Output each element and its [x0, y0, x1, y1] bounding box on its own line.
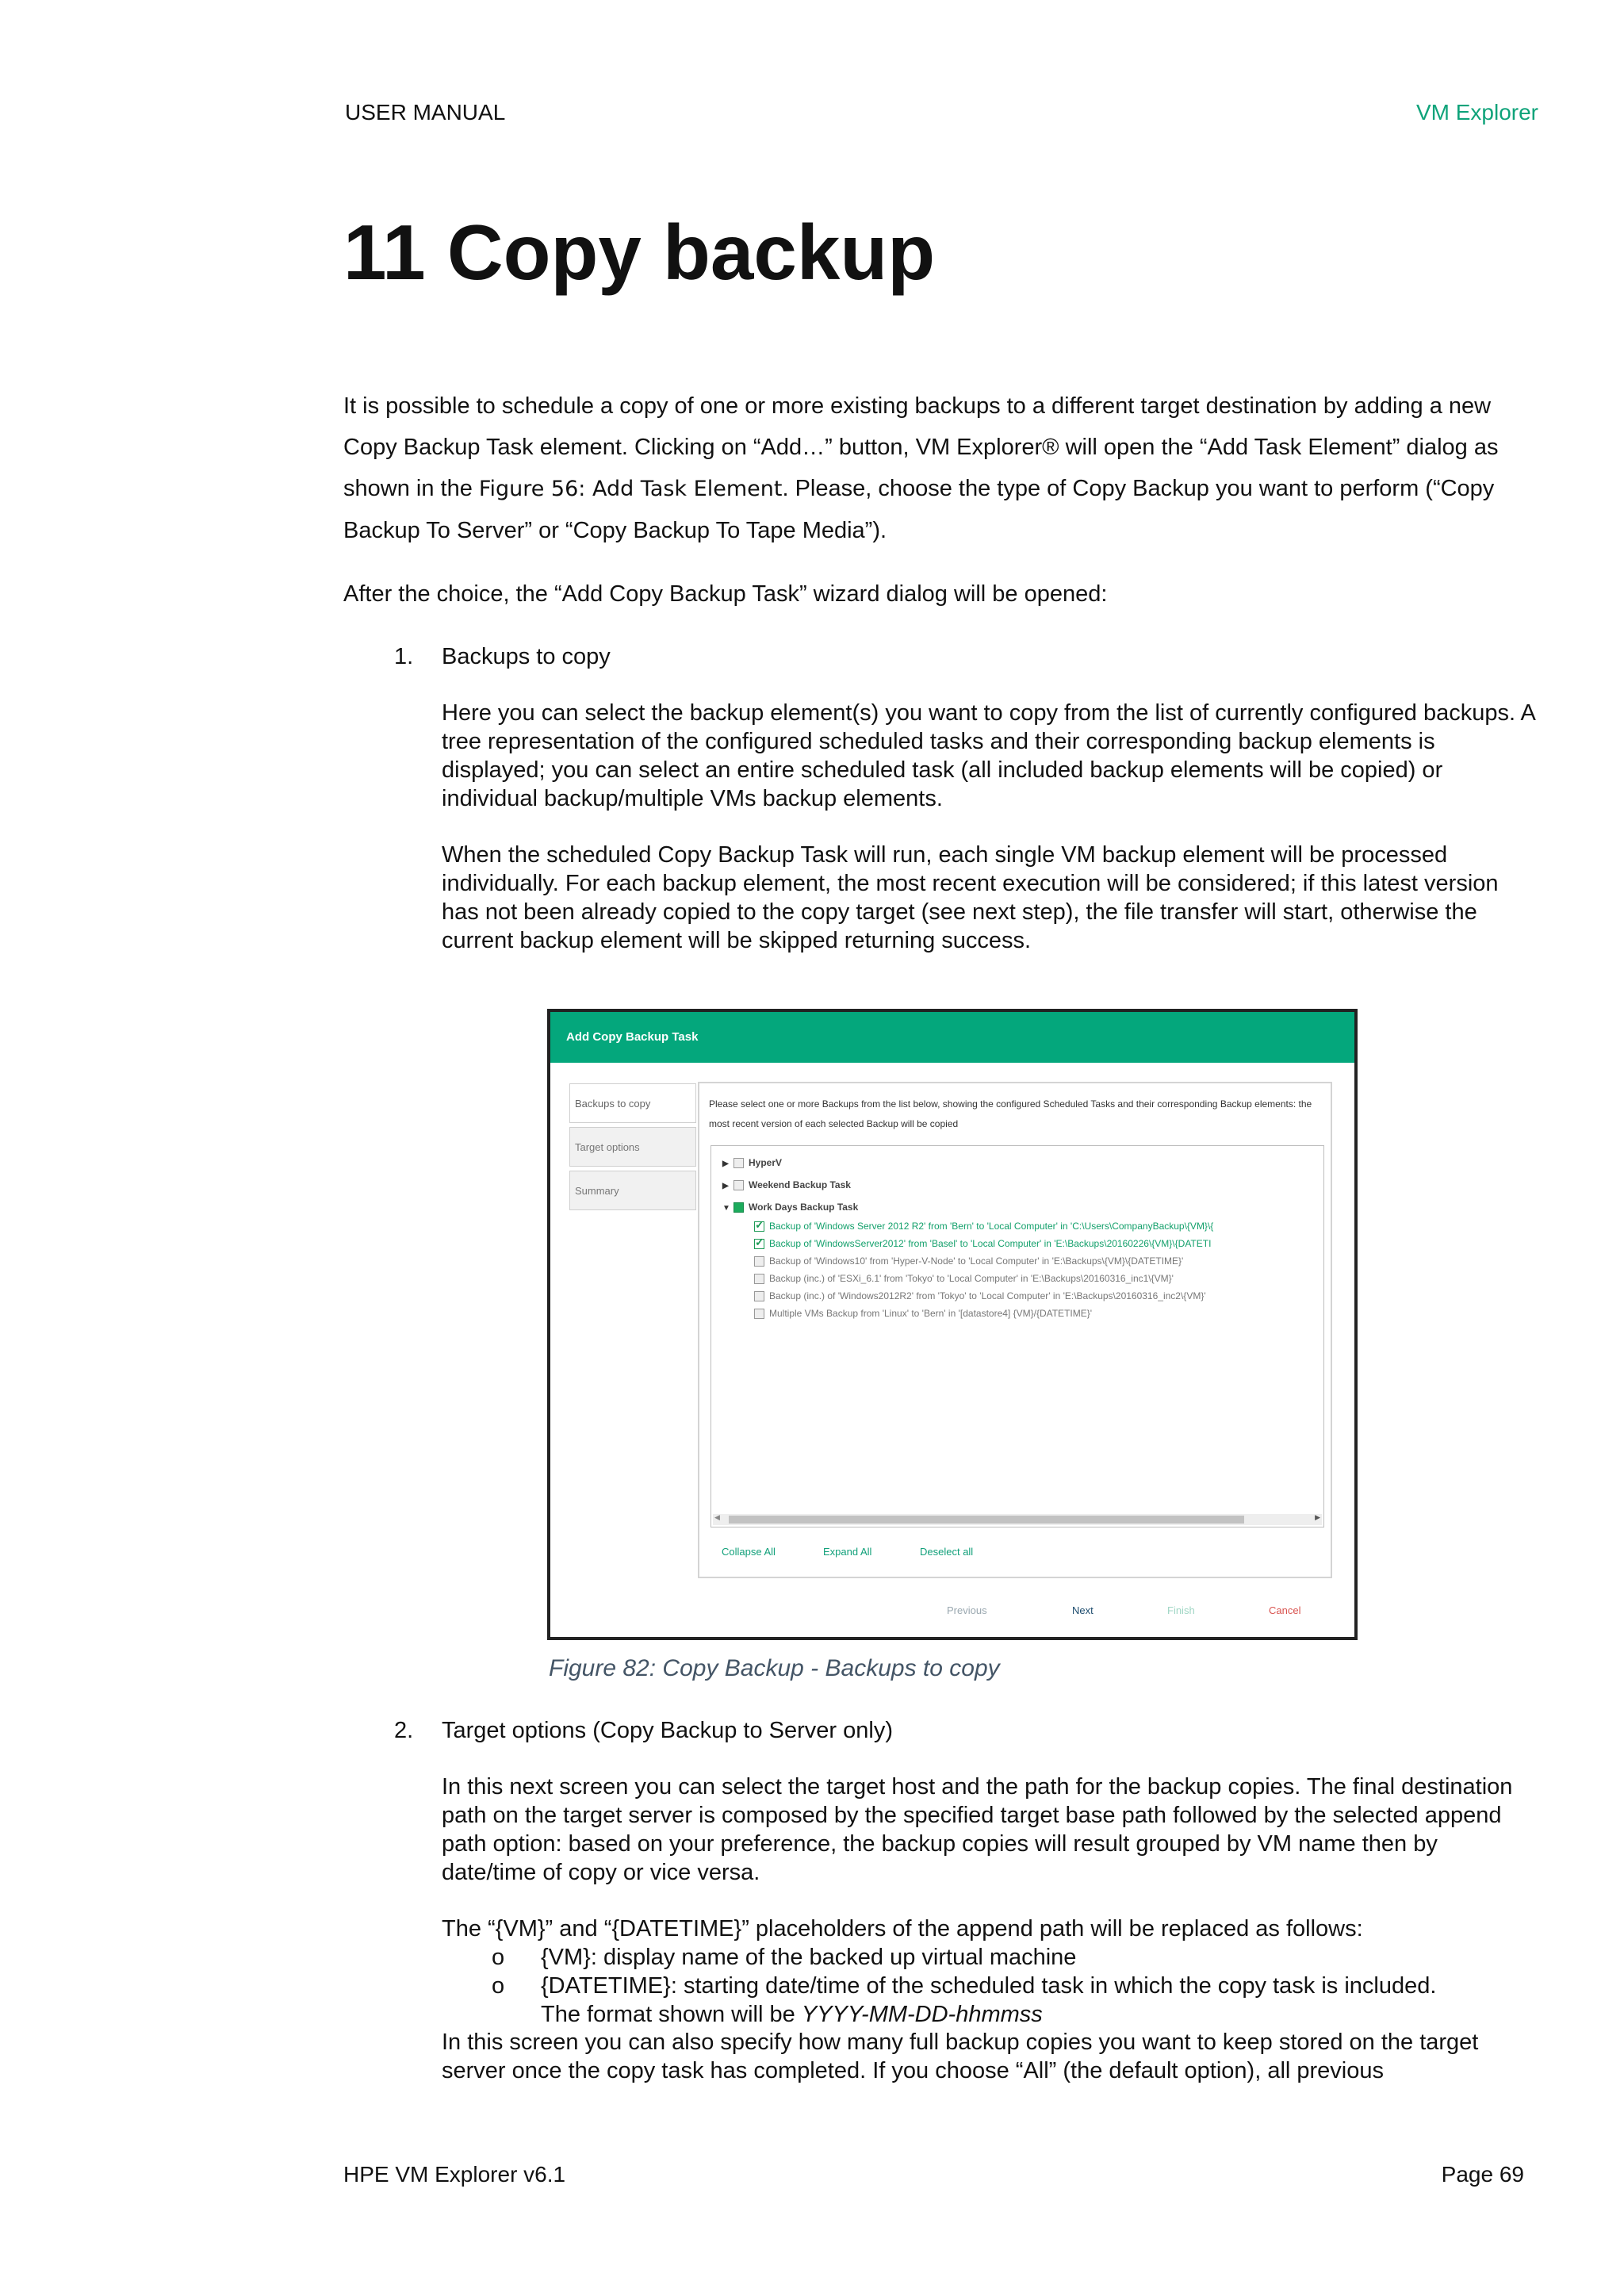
- bullet-mark: o: [492, 1945, 505, 1970]
- checkbox-icon[interactable]: [754, 1291, 764, 1301]
- bullet-text: [541, 1972, 1532, 2029]
- wizard-steps-sidebar: [569, 1083, 696, 1214]
- checkbox-icon[interactable]: [754, 1256, 764, 1267]
- tree-leaf[interactable]: Backup (inc.) of 'Windows2012R2' from 'Tokyo' to 'Local Computer' in 'E:\Backups\20160316_inc2\{VM}': [754, 1290, 1206, 1301]
- checked-checkbox-icon[interactable]: [754, 1239, 764, 1249]
- expand-all-link[interactable]: Expand All: [823, 1546, 872, 1558]
- wizard-step-target[interactable]: Target options: [569, 1127, 696, 1167]
- deselect-all-link[interactable]: Deselect all: [920, 1546, 974, 1558]
- step-paragraph: In this screen you can also specify how many full backup copies you want to keep stored on the target server once the copy task has completed. If you choose “All” (the default option), all previous: [442, 2030, 1479, 2083]
- footer-page-number: Page 69: [1441, 2162, 1524, 2187]
- horizontal-scrollbar[interactable]: [713, 1514, 1322, 1525]
- expand-arrow-icon[interactable]: ▶: [722, 1159, 729, 1168]
- tree-node[interactable]: ▼ Work Days Backup Task: [722, 1202, 859, 1213]
- expand-arrow-icon[interactable]: ▶: [722, 1182, 729, 1190]
- tree-node[interactable]: ▶ Weekend Backup Task: [722, 1179, 851, 1190]
- finish-button[interactable]: Finish: [1167, 1604, 1195, 1616]
- tree-leaf[interactable]: ✓Backup of 'Windows Server 2012 R2' from 'Bern' to 'Local Computer' in 'C:\Users\CompanyBackup\{VM}\{: [754, 1221, 1213, 1232]
- tree-leaf[interactable]: ✓Backup of 'WindowsServer2012' from 'Basel' to 'Local Computer' in 'E:\Backups\20160226\{VM}\{DATETI: [754, 1238, 1211, 1249]
- scroll-left-icon[interactable]: ◀: [714, 1513, 720, 1521]
- datetime-format: YYYY-MM-DD-hhmmss: [801, 2002, 1043, 2027]
- cancel-button[interactable]: Cancel: [1269, 1604, 1301, 1616]
- collapse-all-link[interactable]: Collapse All: [722, 1546, 776, 1558]
- intro-text-after: . Please, choose the type of Copy Backup you want to perform (“Copy Backup To Server” or “Copy Backup To Tape Media”).: [343, 476, 1495, 543]
- copy-backup-dialog-screenshot: [547, 1009, 1358, 1640]
- next-button[interactable]: Next: [1072, 1604, 1094, 1616]
- header-product-label: VM Explorer: [1415, 100, 1538, 125]
- wizard-step-backups[interactable]: Backups to copy: [569, 1083, 696, 1123]
- checkbox-icon[interactable]: [754, 1309, 764, 1319]
- figure-caption: Figure 82: Copy Backup - Backups to copy: [549, 1655, 1000, 1681]
- dialog-description: Please select one or more Backups from the list below, showing the configured Scheduled Tasks and their corresponding Backup elements: the most recent version of each selected Backup will be copied: [709, 1098, 1312, 1129]
- chapter-title: 11 Copy backup: [343, 209, 936, 296]
- bullet-mark: o: [492, 1973, 505, 1999]
- checked-checkbox-icon[interactable]: [754, 1221, 764, 1232]
- scrollbar-thumb[interactable]: [729, 1516, 1244, 1524]
- checkbox-icon[interactable]: [733, 1180, 744, 1190]
- step-paragraph: When the scheduled Copy Backup Task will run, each single VM backup element will be processed individually. For each backup element, the most recent execution will be considered; if this latest version has not been already copied to the copy target (see next step), the file transfer will start, otherwise the current backup element will be skipped returning success.: [442, 842, 1499, 953]
- tree-leaf[interactable]: Multiple VMs Backup from 'Linux' to 'Bern' in '[datastore4] {VM}/{DATETIME}': [754, 1308, 1092, 1319]
- step-paragraph: Here you can select the backup element(s) you want to copy from the list of currently configured backups. A tree representation of the configured scheduled tasks and their corresponding backup elements is displayed; you can select an entire scheduled task (all included backup elements will be copied) or individual backup/multiple VMs backup elements.: [442, 700, 1535, 811]
- step-heading: Target options (Copy Backup to Server only): [442, 1718, 893, 1743]
- intro-paragraph: [343, 385, 1533, 551]
- header-manual-label: USER MANUAL: [345, 100, 506, 125]
- step-paragraph: The “{VM}” and “{DATETIME}” placeholders of the append path will be replaced as follows:: [442, 1916, 1363, 1941]
- bullet-text: {VM}: display name of the backed up virtual machine: [541, 1945, 1077, 1970]
- tree-leaf[interactable]: Backup of 'Windows10' from 'Hyper-V-Node' to 'Local Computer' in 'E:\Backups\{VM}\{DATETIME}': [754, 1255, 1183, 1267]
- wizard-step-summary[interactable]: Summary: [569, 1171, 696, 1210]
- checkbox-icon[interactable]: [733, 1158, 744, 1168]
- tree-leaf[interactable]: Backup (inc.) of 'ESXi_6.1' from 'Tokyo' to 'Local Computer' in 'E:\Backups\20160316_inc1\{VM}': [754, 1273, 1174, 1284]
- partial-checkbox-icon[interactable]: [733, 1202, 744, 1213]
- previous-button[interactable]: Previous: [947, 1604, 987, 1616]
- intro-text-before: It is possible to schedule a copy of one or more existing backups to a different target destination by adding a new Copy Backup Task element. Clicking on “Add…” button, VM Explorer® will open the “Add Task Element” dialog as shown in the: [343, 393, 1499, 501]
- step-number: 1.: [394, 644, 414, 669]
- tree-node[interactable]: ▶ HyperV: [722, 1157, 783, 1168]
- figure-reference-link[interactable]: Figure 56: Add Task Element: [478, 477, 783, 501]
- dialog-title-bar: Add Copy Backup Task: [550, 1012, 1354, 1063]
- intro-paragraph-2: After the choice, the “Add Copy Backup Task” wizard dialog will be opened:: [343, 581, 1108, 607]
- dialog-main-panel: [698, 1082, 1332, 1578]
- bullet-line: The format shown will be: [541, 2002, 802, 2027]
- step-heading: Backups to copy: [442, 644, 611, 669]
- footer-product: HPE VM Explorer v6.1: [343, 2162, 566, 2187]
- backup-tree: [710, 1145, 1324, 1527]
- bullet-line: {DATETIME}: starting date/time of the scheduled task in which the copy task is included.: [541, 1973, 1437, 1999]
- step-number: 2.: [394, 1718, 414, 1743]
- scroll-right-icon[interactable]: ▶: [1315, 1513, 1320, 1521]
- checkbox-icon[interactable]: [754, 1274, 764, 1284]
- step-paragraph: In this next screen you can select the target host and the path for the backup copies. The final destination path on the target server is composed by the specified target base path followed by the selected append path option: based on your preference, the backup copies will result grouped by VM name then by date/time of copy or vice versa.: [442, 1774, 1513, 1885]
- collapse-arrow-icon[interactable]: ▼: [722, 1204, 730, 1213]
